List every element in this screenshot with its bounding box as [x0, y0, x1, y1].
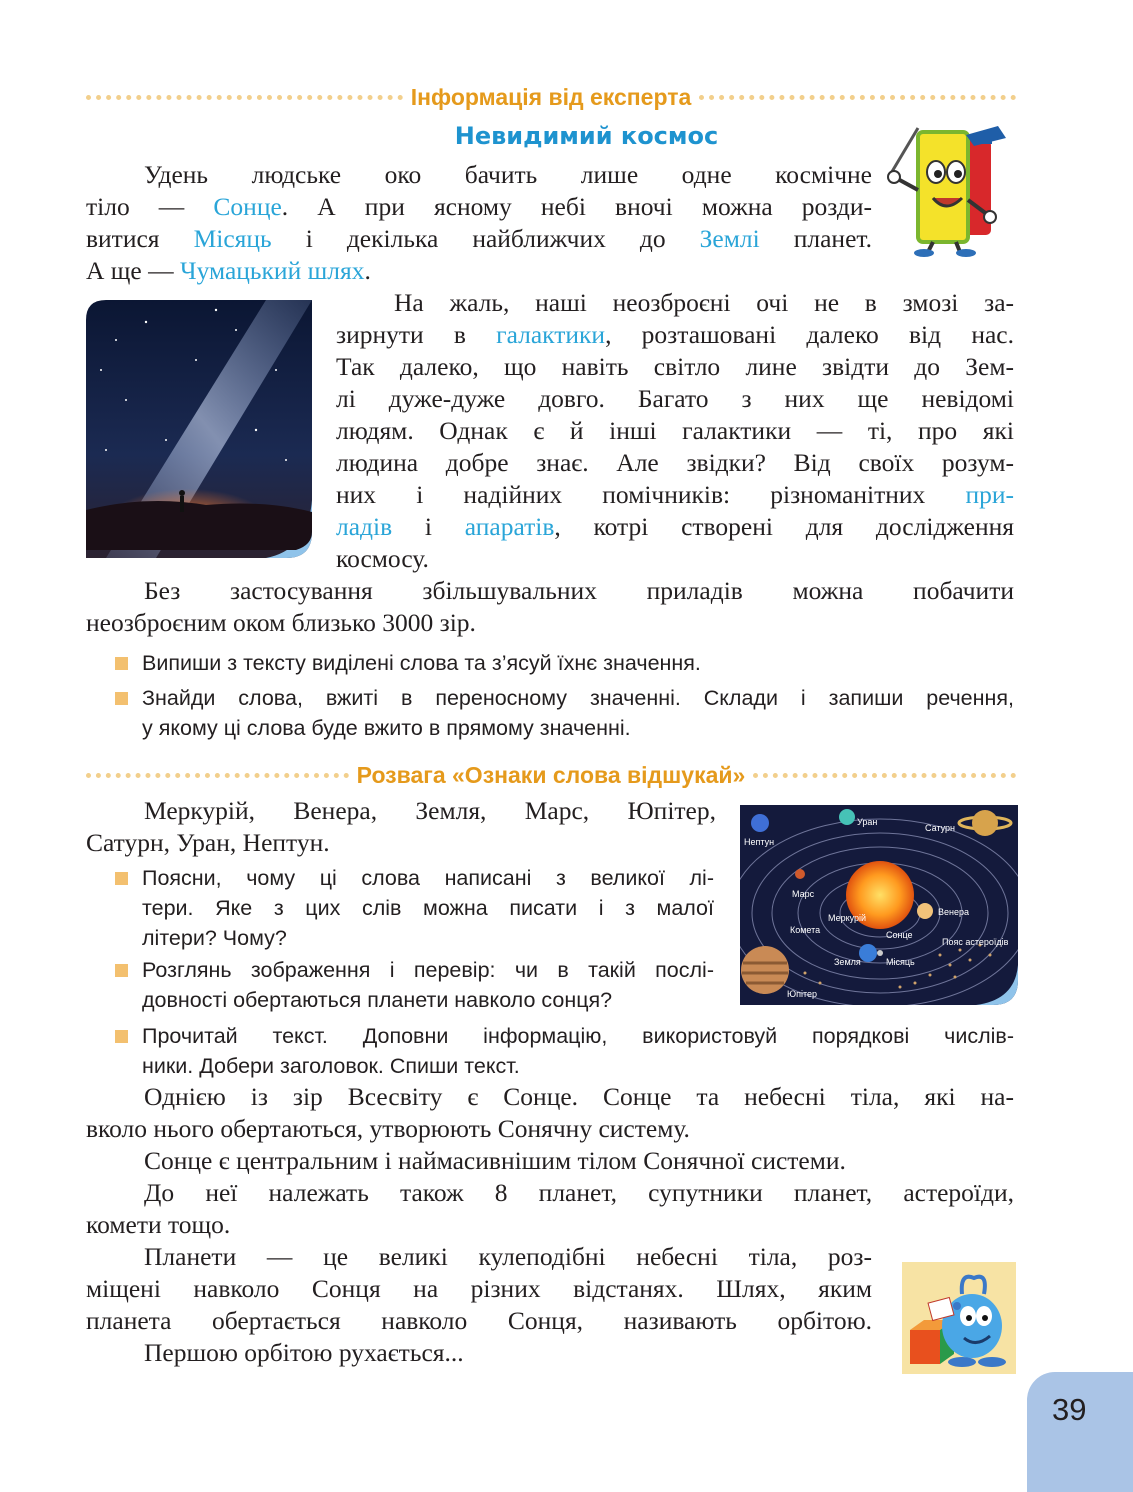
label-neptune: Нептун — [744, 837, 775, 847]
text-line: планет. — [759, 224, 872, 253]
label-saturn: Сатурн — [925, 823, 956, 833]
game-section-title: Розвага «Ознаки слова відшукай» — [356, 761, 746, 788]
label-moon: Місяць — [886, 957, 915, 967]
task-bullet-icon — [115, 1030, 128, 1043]
solar-system-image — [740, 805, 1018, 1005]
text-line: неозброєним оком близько 3000 зір. — [86, 608, 476, 637]
task-item — [142, 648, 1014, 678]
game-section-header — [86, 760, 1016, 790]
text-line: космосу. — [336, 544, 429, 573]
header-dots-left — [86, 95, 403, 100]
text-line: Сонце є центральним і наймасивнішим тілом Сонячної системи. — [144, 1146, 846, 1175]
task-text: тери. Яке з цих слів можна писати і з малої — [142, 896, 714, 920]
task-text: довності обертаються планети навколо сонця? — [142, 988, 613, 1012]
task-text: ники. Добери заголовок. Спиши текст. — [142, 1054, 520, 1078]
text-line: витися — [86, 224, 194, 253]
label-earth: Земля — [834, 957, 861, 967]
task-item — [142, 1021, 1014, 1081]
task-text: Випиши з тексту виділені слова та з’ясуй їхнє значення. — [142, 651, 701, 675]
solar-system-text — [86, 1081, 1014, 1241]
text-line: Так далеко, що навіть світло лине звідти до Зем- — [336, 352, 1014, 381]
highlighted-word: при- — [965, 480, 1014, 509]
expert-section-header — [86, 82, 1016, 112]
task-text: у якому ці слова буде вжито в прямому значенні. — [142, 716, 631, 740]
text-line: Без застосування збільшувальних приладів можна побачити — [144, 576, 1014, 605]
header-dots-right — [699, 95, 1016, 100]
task-text: Прочитай текст. Доповни інформацію, використовуй порядкові числів- — [142, 1024, 1014, 1048]
task-bullet-icon — [115, 964, 128, 977]
planets-paragraph — [86, 795, 716, 859]
text-line: Удень людське око бачить лише одне космічне — [144, 160, 872, 189]
stars-paragraph — [86, 575, 1014, 639]
page-number-tab — [1027, 1372, 1133, 1492]
planets-definition-text — [86, 1241, 872, 1369]
text-line: лі дуже-дуже довго. Багато з них ще невідомі — [336, 384, 1014, 413]
text-line: тіло — — [86, 192, 214, 221]
text-line: і декілька найближчих до — [271, 224, 700, 253]
text-line: Першою орбітою рухається... — [144, 1338, 464, 1367]
text-line: зирнути в — [336, 320, 497, 349]
text-line: і — [392, 512, 465, 541]
task-bullet-icon — [115, 692, 128, 705]
page-number: 39 — [1052, 1392, 1087, 1427]
text-line: людям. Однак є й інші галактики — ті, про які — [336, 416, 1014, 445]
intro-paragraph — [86, 159, 872, 287]
highlighted-word: галактики — [496, 320, 606, 349]
text-line: На жаль, наші неозброєні очі не в змозі за- — [394, 288, 1014, 317]
text-line: комети тощо. — [86, 1210, 231, 1239]
highlighted-word: Землі — [699, 224, 760, 253]
label-jupiter: Юпітер — [787, 989, 817, 999]
text-line: Меркурій, Венера, Земля, Марс, Юпітер, — [144, 796, 716, 825]
text-line: А ще — — [86, 256, 180, 285]
header-dots-right — [753, 773, 1016, 778]
task-bullet-icon — [115, 657, 128, 670]
header-dots-left — [86, 773, 349, 778]
text-line: планета обертається навколо Сонця, називають орбітою. — [86, 1306, 872, 1335]
task-item — [142, 683, 1014, 743]
label-uranus: Уран — [857, 817, 878, 827]
article-title: Невидимий космос — [454, 122, 719, 150]
task-text: Розглянь зображення і перевір: чи в такій послі- — [142, 958, 714, 982]
text-line: . А при ясному небі вночі можна розди- — [281, 192, 872, 221]
task-text: Знайди слова, вжиті в переносному значенні. Склади і запиши речення, — [142, 686, 1014, 710]
text-line: , котрі створені для дослідження — [554, 512, 1014, 541]
task-item — [142, 863, 714, 953]
label-asteroids: Пояс астероїдів — [942, 937, 1009, 947]
galaxies-paragraph — [336, 287, 1014, 575]
text-line: вколо нього обертаються, утворюють Сонячну систему. — [86, 1114, 690, 1143]
text-line: них і надійних помічників: різноманітних — [336, 480, 966, 509]
highlighted-word: Сонце — [213, 192, 282, 221]
task-item — [142, 955, 714, 1015]
highlighted-word: ладів — [336, 512, 393, 541]
task-text: літери? Чому? — [142, 926, 287, 950]
text-line: людина добре знає. Але звідки? Від своїх розум- — [336, 448, 1014, 477]
text-line: Планети — це великі кулеподібні небесні тіла, роз- — [144, 1242, 872, 1271]
blue-mascot-icon — [902, 1262, 1016, 1374]
text-line: До неї належать також 8 планет, супутники планет, астероїди, — [144, 1178, 1014, 1207]
highlighted-word: Чумацький шлях — [180, 256, 365, 285]
book-mascot-icon — [878, 120, 1018, 258]
label-sun: Сонце — [886, 930, 913, 940]
text-line: , розташовані далеко від нас. — [605, 320, 1014, 349]
label-mars: Марс — [792, 889, 815, 899]
text-line: Сатурн, Уран, Нептун. — [86, 828, 330, 857]
task-bullet-icon — [115, 872, 128, 885]
text-line: . — [364, 256, 371, 285]
text-line: Однією із зір Всесвіту є Сонце. Сонце та небесні тіла, які на- — [144, 1082, 1014, 1111]
label-mercury: Меркурій — [828, 913, 867, 923]
highlighted-word: апаратів — [464, 512, 555, 541]
expert-section-title: Інформація від експерта — [410, 83, 692, 110]
milky-way-photo — [86, 300, 312, 558]
label-comet: Комета — [790, 925, 821, 935]
task-text: Поясни, чому ці слова написані з великої лі- — [142, 866, 714, 890]
text-line: міщені навколо Сонця на різних відстанях. Шлях, яким — [86, 1274, 872, 1303]
highlighted-word: Місяць — [193, 224, 272, 253]
label-venus: Венера — [938, 907, 969, 917]
